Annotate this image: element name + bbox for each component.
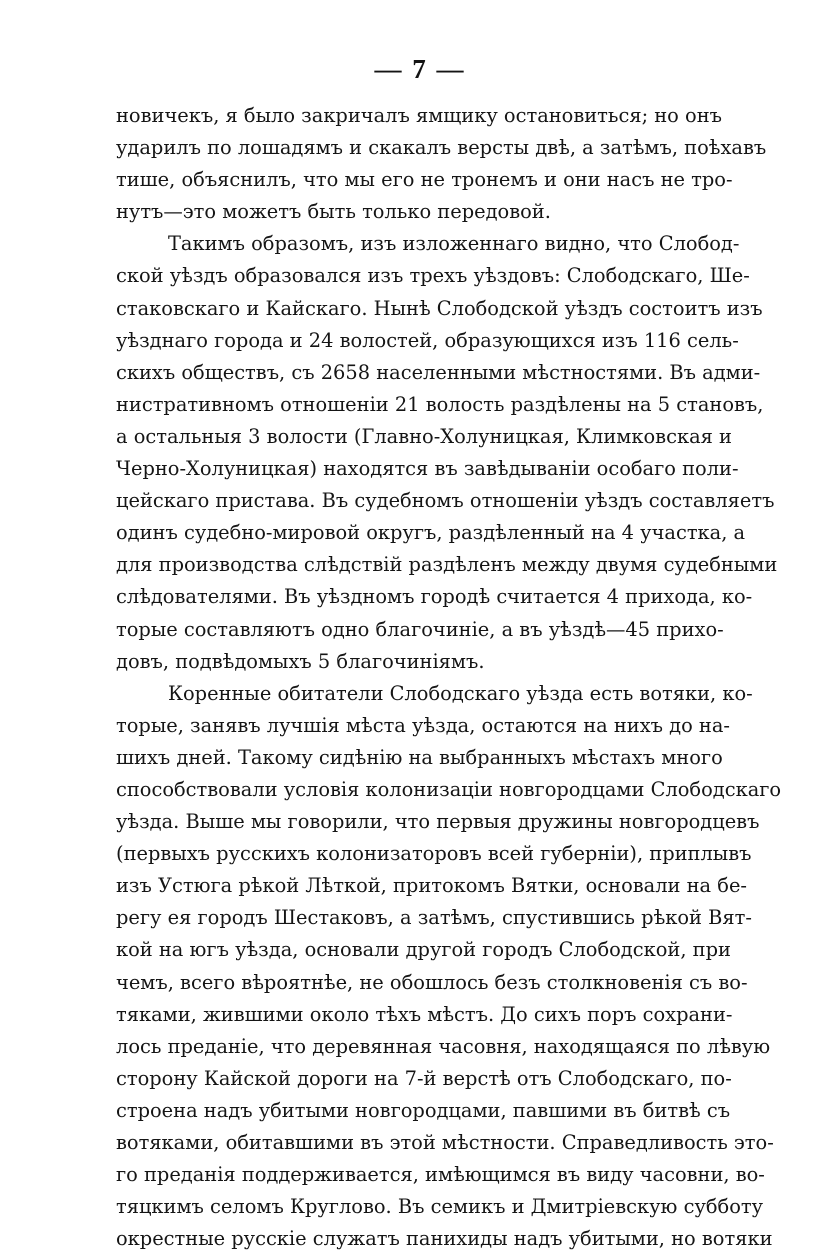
text-line: довъ, подвѣдомыхъ 5 благочиніямъ. xyxy=(116,649,485,673)
body-text xyxy=(116,100,782,1255)
text-line: изъ Устюга рѣкой Лѣткой, притокомъ Вятки, основали на бе- xyxy=(116,874,747,898)
text-line: способствовали условія колонизаціи новгородцами Слободскаго xyxy=(116,777,782,801)
text-line: строена надъ убитыми новгородцами, павшими въ битвѣ съ xyxy=(116,1098,731,1122)
text-line: го преданія поддерживается, имѣющимся въ виду часовни, во- xyxy=(116,1163,765,1187)
text-line: стаковскаго и Кайскаго. Нынѣ Слободской уѣздъ состоитъ изъ xyxy=(116,296,763,320)
text-line: вотяками, обитавшими въ этой мѣстности. Справедливость это- xyxy=(116,1131,774,1154)
text-line: лось преданіе, что деревянная часовня, находящаяся по лѣвую xyxy=(116,1034,771,1058)
text-line: окрестные русскіе служатъ панихиды надъ убитыми, но вотяки xyxy=(116,1227,773,1251)
text-line: нутъ—это можетъ быть только передовой. xyxy=(116,200,551,224)
text-line: сторону Кайской дороги на 7-й верстѣ отъ Слободскаго, по- xyxy=(116,1066,732,1090)
text-line: нистративномъ отношеніи 21 волость раздѣлены на 5 становъ, xyxy=(116,392,764,416)
paragraph-first-line: Такимъ образомъ, изъ изложеннаго видно, что Слобод- xyxy=(168,232,740,256)
text-line: кой на югъ уѣзда, основали другой городъ Слободской, при xyxy=(116,938,731,962)
text-line: скихъ обществъ, съ 2658 населенными мѣстностями. Въ адми- xyxy=(116,360,761,384)
page-number: — 7 — xyxy=(374,54,466,84)
text-line: регу ея городъ Шестаковъ, а затѣмъ, спустившись рѣкой Вят- xyxy=(116,906,752,930)
text-line: одинъ судебно-мировой округъ, раздѣленный на 4 участка, а xyxy=(116,521,746,545)
text-line: а остальныя 3 волости (Главно-Холуницкая, Климковская и xyxy=(116,424,732,448)
text-line: (первыхъ русскихъ колонизаторовъ всей губерніи), приплывъ xyxy=(116,842,752,866)
text-line: Черно-Холуницкая) находятся въ завѣдываніи особаго поли- xyxy=(116,457,739,481)
paragraph-first-line: Коренные обитатели Слободскаго уѣзда есть вотяки, ко- xyxy=(168,681,753,705)
text-line: торые составляютъ одно благочиніе, а въ уѣздѣ—45 прихо- xyxy=(116,617,724,641)
text-line: ударилъ по лошадямъ и скакалъ версты двѣ, а затѣмъ, поѣхавъ xyxy=(116,136,767,160)
text-line: тяками, жившими около тѣхъ мѣстъ. До сихъ поръ сохрани- xyxy=(116,1002,733,1026)
text-line: слѣдователями. Въ уѣздномъ городѣ считается 4 прихода, ко- xyxy=(116,585,753,609)
text-line: цейскаго пристава. Въ судебномъ отношеніи уѣздъ составляетъ xyxy=(116,489,775,513)
text-line: тяцкимъ селомъ Круглово. Въ семикъ и Дмитріевскую субботу xyxy=(116,1195,764,1219)
text-line: уѣзда. Выше мы говорили, что первыя дружины новгородцевъ xyxy=(116,810,760,834)
text-line: чемъ, всего вѣроятнѣе, не обошлось безъ столкновенія съ во- xyxy=(116,970,748,994)
text-line: уѣзднаго города и 24 волостей, образующихся изъ 116 сель- xyxy=(116,328,739,352)
text-line: торые, занявъ лучшія мѣста уѣзда, остаются на нихъ до на- xyxy=(116,713,730,737)
text-line: ской уѣздъ образовался изъ трехъ уѣздовъ: Слободскаго, Ше- xyxy=(116,264,750,288)
text-line: шихъ дней. Такому сидѣнію на выбранныхъ мѣстахъ много xyxy=(116,745,723,769)
text-line: тише, объяснилъ, что мы его не тронемъ и они насъ не тро- xyxy=(116,168,733,192)
text-line: для производства слѣдствій раздѣленъ между двумя судебными xyxy=(116,553,778,577)
text-line: новичекъ, я было закричалъ ямщику остановиться; но онъ xyxy=(116,104,722,127)
